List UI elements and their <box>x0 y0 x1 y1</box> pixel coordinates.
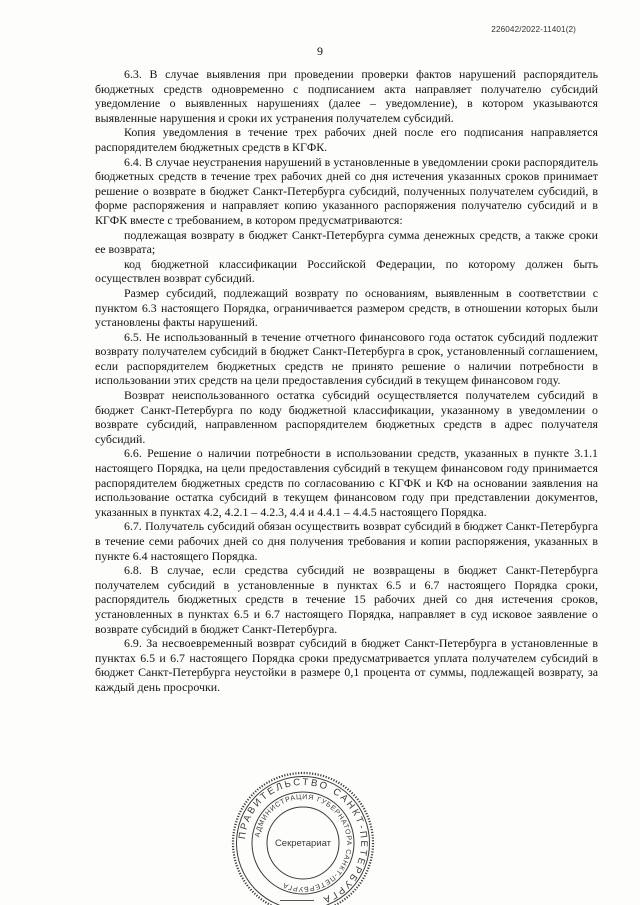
paragraph-notice-copy: Копия уведомления в течение трех рабочих дней после его подписания направляется распорядителем бюджетных средств в КГФК. <box>95 125 598 154</box>
paragraph-budget-code: код бюджетной классификации Российской Федерации, по которому должен быть осуществлен возврат субсидий. <box>95 256 598 286</box>
page-number: 9 <box>317 44 323 58</box>
paragraph-6-5: 6.5. Не использованный в течение отчетного финансового года остаток субсидий подлежит возврату получателем субсидий в бюджет Санкт-Петербурга в срок, установленный соглашением, если распорядителем бюджетных средств не принято решение о наличии потребности в использовании этих средств на цели предоставления субсидий в текущем финансовом году. <box>95 329 598 388</box>
paragraph-subsidy-size: Размер субсидий, подлежащий возврату по основаниям, выявленным в соответствии с пунктом 6.3 настоящего Порядка, ограничивается размером средств, в отношении которых были установлены факты нарушений. <box>95 285 598 330</box>
seal-center-text: Секретариат <box>274 838 332 849</box>
paragraph-6-3: 6.3. В случае выявления при проведении проверки фактов нарушений распорядитель бюджетных средств одновременно с подписанием акта направляет получателю субсидий уведомление о выявленных нарушениях (далее – уведомление), в котором указываются выявленные нарушения и сроки их устранения получателем субсидий. <box>95 67 598 125</box>
bottom-divider <box>280 900 314 901</box>
paragraph-return-amount: подлежащая возврату в бюджет Санкт-Петербурга сумма денежных средств, а также сроки ее возврата; <box>95 227 598 257</box>
document-number: 226042/2022-11401(2) <box>491 25 576 34</box>
seal-outer-text: ПРАВИТЕЛЬСТВО САНКТ-ПЕТЕРБУРГА <box>237 776 370 905</box>
paragraph-6-8: 6.8. В случае, если средства субсидий не возвращены в бюджет Санкт-Петербурга получателем субсидий в установленные в пунктах 6.5 и 6.7 настоящего Порядка сроки, распорядитель бюджетных средств в течение 15 рабочих дней со дня истечения сроков, установленных в пунктах 6.5 и 6.7 настоящего Порядка, направляет в суд исковое заявление о возврате субсидий в бюджет Санкт-Петербурга. <box>95 563 598 636</box>
paragraph-6-4: 6.4. В случае неустранения нарушений в установленные в уведомлении сроки распорядитель бюджетных средств в течение трех рабочих дней со дня истечения указанных сроков принимает решение о возврате в бюджет Санкт-Петербурга субсидий, полученных получателем субсидий, в форме распоряжения и направляет копию указанного распоряжения получателю субсидий и в КГФК вместе с требованием, в котором предусматриваются: <box>95 154 598 227</box>
official-seal <box>228 768 378 905</box>
paragraph-6-7: 6.7. Получатель субсидий обязан осуществить возврат субсидий в бюджет Санкт-Петербурга в течение семи рабочих дней со дня получения требования и копии распоряжения, указанных в пункте 6.4 настоящего Порядка. <box>95 519 598 563</box>
paragraph-6-6: 6.6. Решение о наличии потребности в использовании средств, указанных в пункте 3.1.1 настоящего Порядка, на цели предоставления субсидий в текущем финансовом году принимается распорядителем бюджетных средств по согласованию с КГФК и КФ на основании заявления на использование остатка субсидий в текущем финансовом году при представлении документов, указанных в пунктах 4.2, 4.2.1 – 4.2.3, 4.4 и 4.4.1 – 4.4.5 настоящего Порядка. <box>95 446 598 519</box>
seal-inner-text: АДМИНИСТРАЦИЯ ГУБЕРНАТОРА САНКТ-ПЕТЕРБУРГА <box>254 793 353 893</box>
paragraph-unused-return: Возврат неиспользованного остатка субсидий осуществляется получателем субсидий в бюджет Санкт-Петербурга по коду бюджетной классификации, указанному в уведомлении о возврате субсидий, направленном распорядителем бюджетных средств в адрес получателя субсидий. <box>95 388 598 446</box>
seal-stamp-icon <box>228 768 378 905</box>
body-text <box>95 67 598 695</box>
paragraph-6-9: 6.9. За несвоевременный возврат субсидий в бюджет Санкт-Петербурга в установленные в пунктах 6.5 и 6.7 настоящего Порядка сроки предусматривается уплата получателем субсидий в бюджет Санкт-Петербурга неустойки в размере 0,1 процента от суммы, подлежащей возврату, за каждый день просрочки. <box>95 636 598 694</box>
